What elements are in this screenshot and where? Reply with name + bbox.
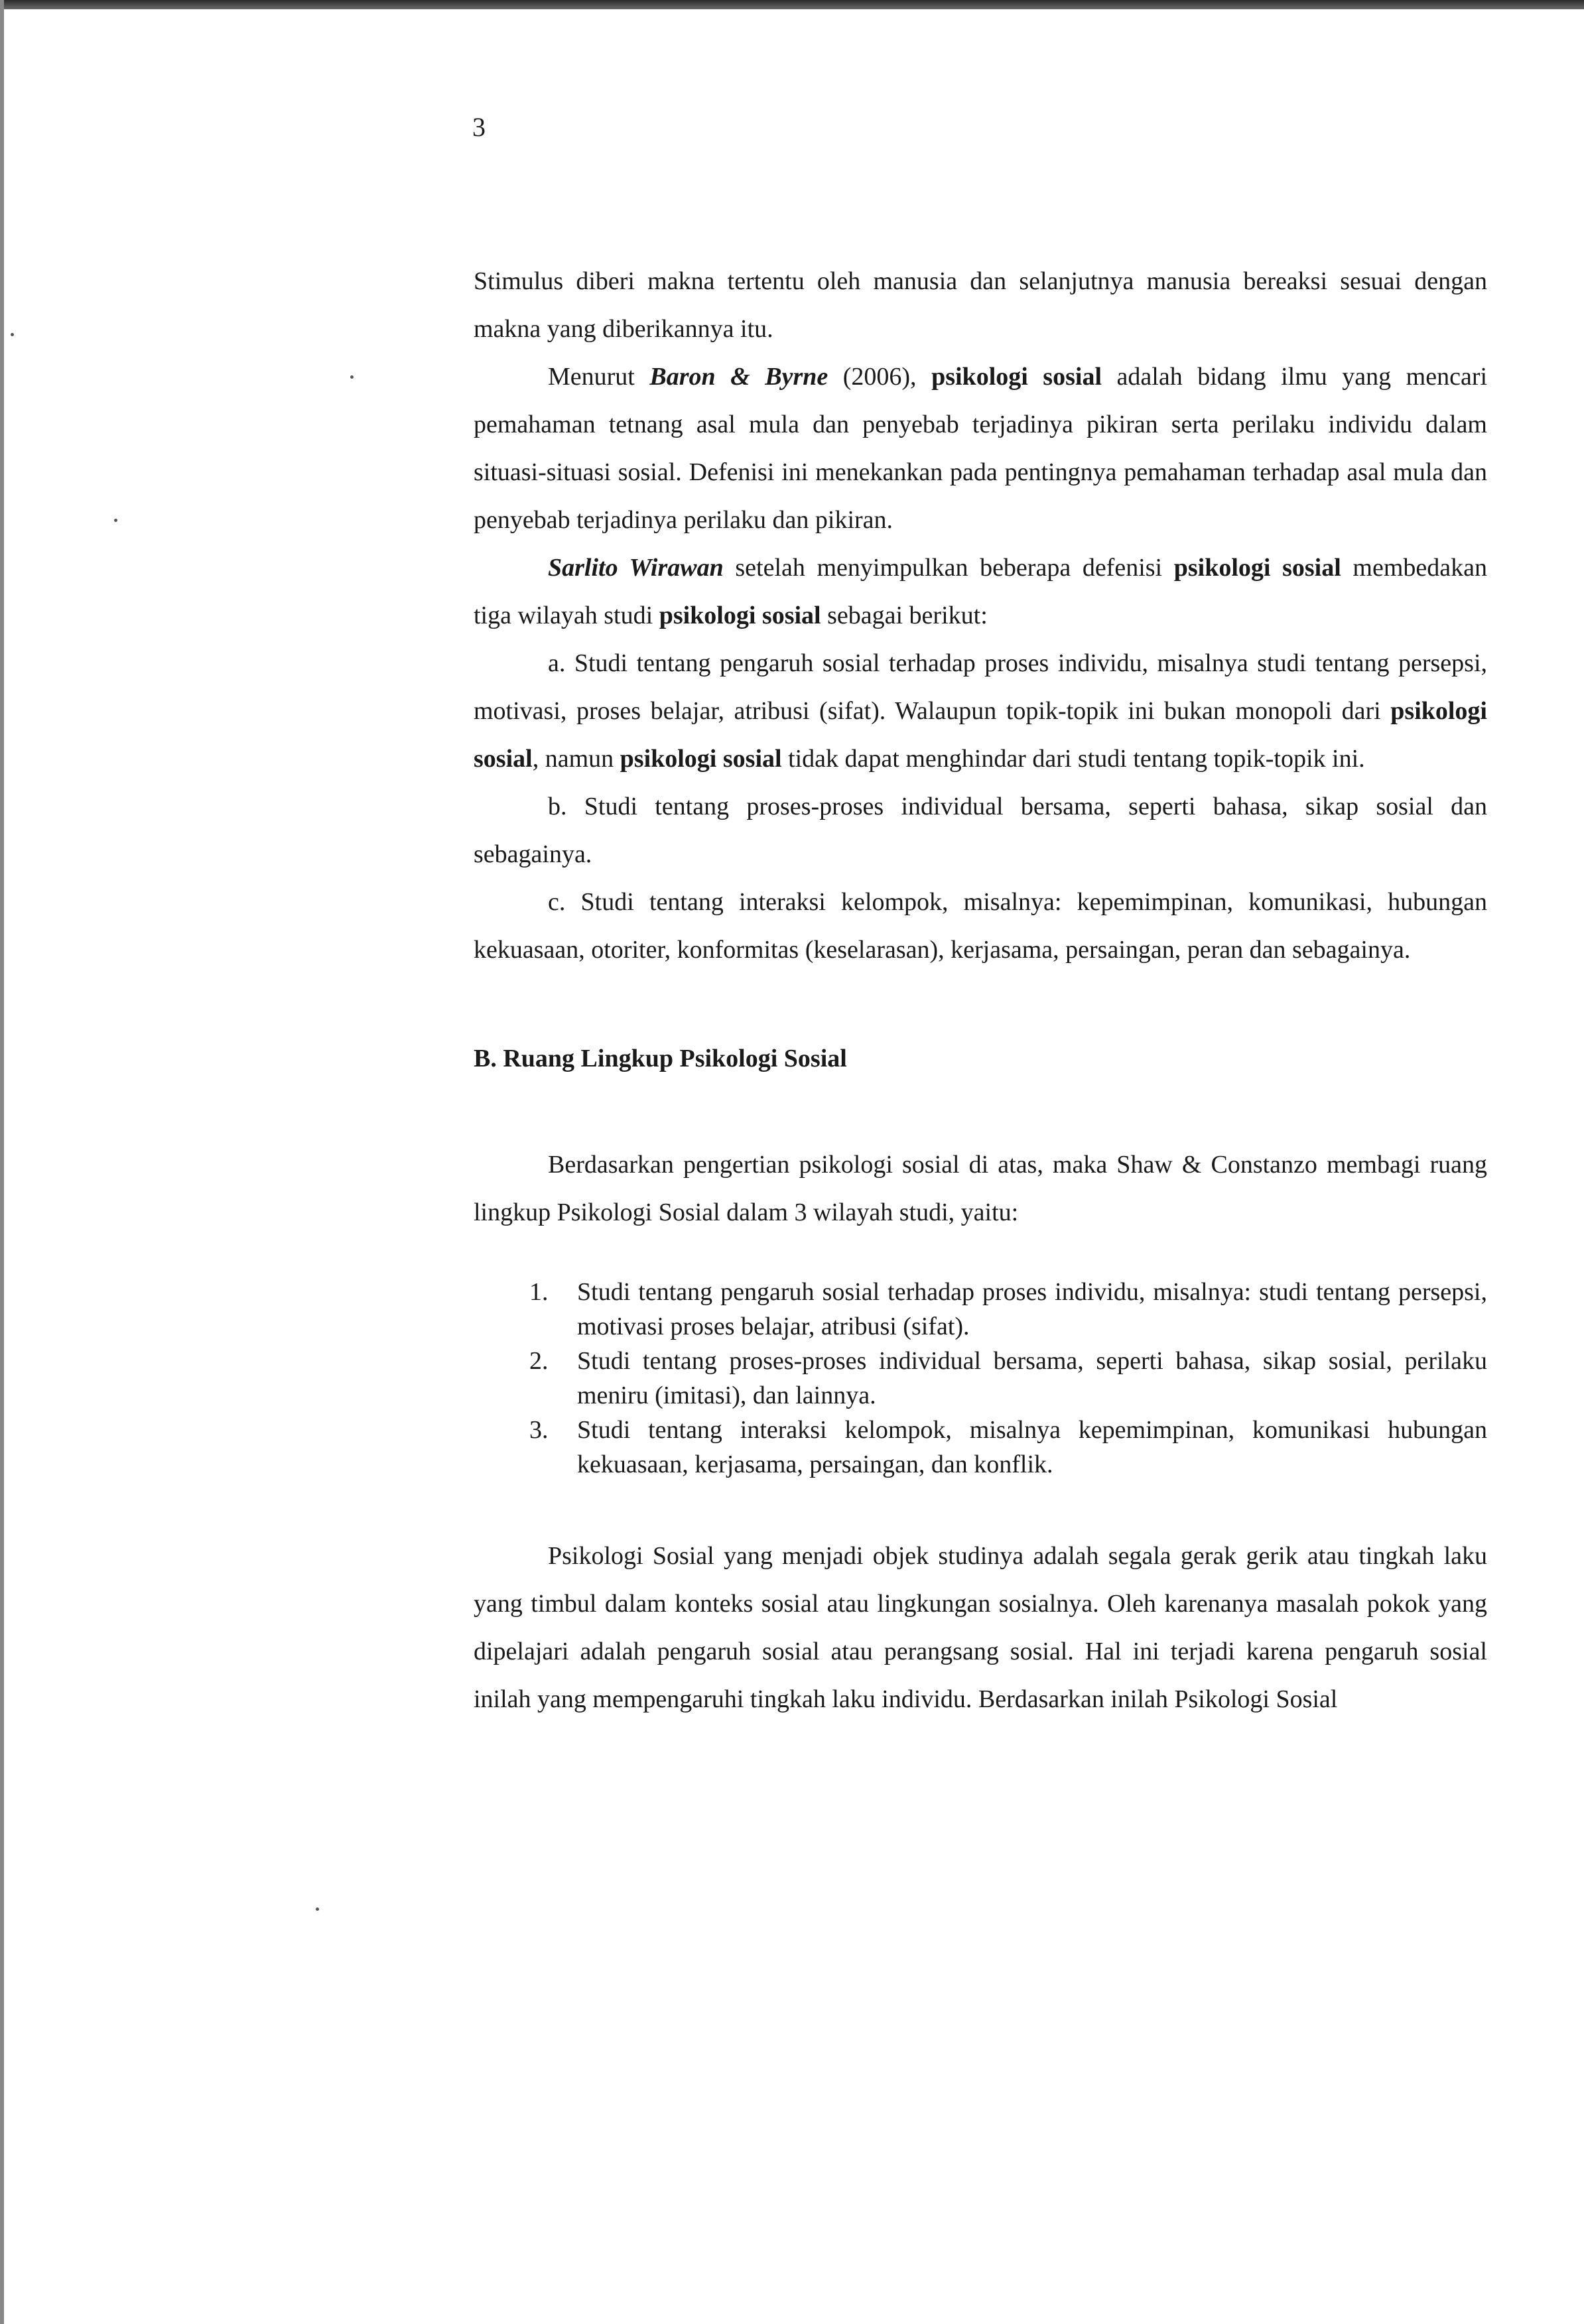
scan-speck [316,1907,319,1911]
list-item-text: Studi tentang interaksi kelompok, misalnya kepemimpinan, komunikasi hubungan kekuasaan, kerjasama, persaingan, dan konflik. [577,1416,1487,1478]
list-item-number: 2. [529,1347,549,1375]
baron-author: Baron & Byrne [649,363,828,391]
list-item-text: Studi tentang pengaruh sosial terhadap proses individu, misalnya: studi tentang persepsi, motivasi proses belajar, atribusi (sifat). [577,1278,1487,1340]
baron-prefix: Menurut [548,363,635,391]
list-item [474,1275,1487,1344]
sarlito-text-2: membedakan tiga wilayah studi [474,554,1487,629]
item-b: b. Studi tentang proses-proses individual bersama, seperti bahasa, sikap sosial dan sebagainya. [474,793,1487,868]
sarlito-term-2: psikologi sosial [659,602,821,629]
item-a-term-2: psikologi sosial [620,745,782,773]
baron-paragraph [474,353,1487,544]
list-item [474,1413,1487,1482]
item-c: c. Studi tentang interaksi kelompok, misalnya: kepemimpinan, komunikasi, hubungan kekuasaan, otoriter, konformitas (keselarasan), kerjasama, persaingan, peran dan sebagainya. [474,888,1487,964]
scan-edge-top [0,0,1584,9]
sarlito-paragraph [474,544,1487,639]
sarlito-text-1: setelah menyimpulkan beberapa defenisi [735,554,1163,582]
numbered-list [474,1275,1487,1482]
closing-paragraph: Psikologi Sosial yang menjadi objek studinya adalah segala gerak gerik atau tingkah laku yang timbul dalam konteks sosial atau lingkungan sosialnya. Oleh karenanya masalah pokok yang dipelajari adalah pengaruh sosial atau perangsang sosial. Hal ini terjadi karena pengaruh sosial inilah yang mempengaruhi tingkah laku individu. Berdasarkan inilah Psikologi Sosial [474,1542,1487,1713]
list-item-text: Studi tentang proses-proses individual bersama, seperti bahasa, sikap sosial, perilaku meniru (imitasi), dan lainnya. [577,1347,1487,1409]
baron-rest: adalah bidang ilmu yang mencari pemahaman tetnang asal mula dan penyebab terjadinya pikiran serta perilaku individu dalam situasi-situasi sosial. Defenisi ini menekankan pada pentingnya pemahaman terhadap asal mula dan penyebab terjadinya perilaku dan pikiran. [474,363,1488,534]
item-a-text-1: a. Studi tentang pengaruh sosial terhadap proses individu, misalnya studi tentang persepsi, motivasi, proses belajar, atribusi (sifat). Walaupun topik-topik ini bukan monopoli dari [474,649,1487,725]
baron-year: (2006), [842,363,917,391]
sarlito-author: Sarlito Wirawan [548,554,724,582]
section-intro: Berdasarkan pengertian psikologi sosial di atas, maka Shaw & Constanzo membagi ruang lingkup Psikologi Sosial dalam 3 wilayah studi, yaitu: [474,1151,1487,1226]
item-a-text-2: , namun [532,745,614,773]
page-number: 3 [472,112,486,142]
list-item-number: 3. [529,1416,549,1444]
scan-speck [114,519,117,522]
scan-edge-left [0,0,4,2324]
section-heading: B. Ruang Lingkup Psikologi Sosial [474,1045,847,1072]
scan-speck [350,375,354,379]
baron-term: psikologi sosial [931,363,1102,391]
intro-paragraph: Stimulus diberi makna tertentu oleh manusia dan selanjutnya manusia bereaksi sesuai dengan makna yang diberikannya itu. [474,267,1487,343]
item-a [474,639,1487,783]
sarlito-term-1: psikologi sosial [1173,554,1341,582]
sarlito-text-3: sebagai berikut: [827,602,988,629]
item-a-term-1: psikologi sosial [474,697,1487,773]
scan-speck [11,333,14,336]
list-item [474,1344,1487,1413]
document-body [474,257,1487,1723]
list-item-number: 1. [529,1278,549,1306]
item-a-text-3: tidak dapat menghindar dari studi tentang topik-topik ini. [788,745,1365,773]
